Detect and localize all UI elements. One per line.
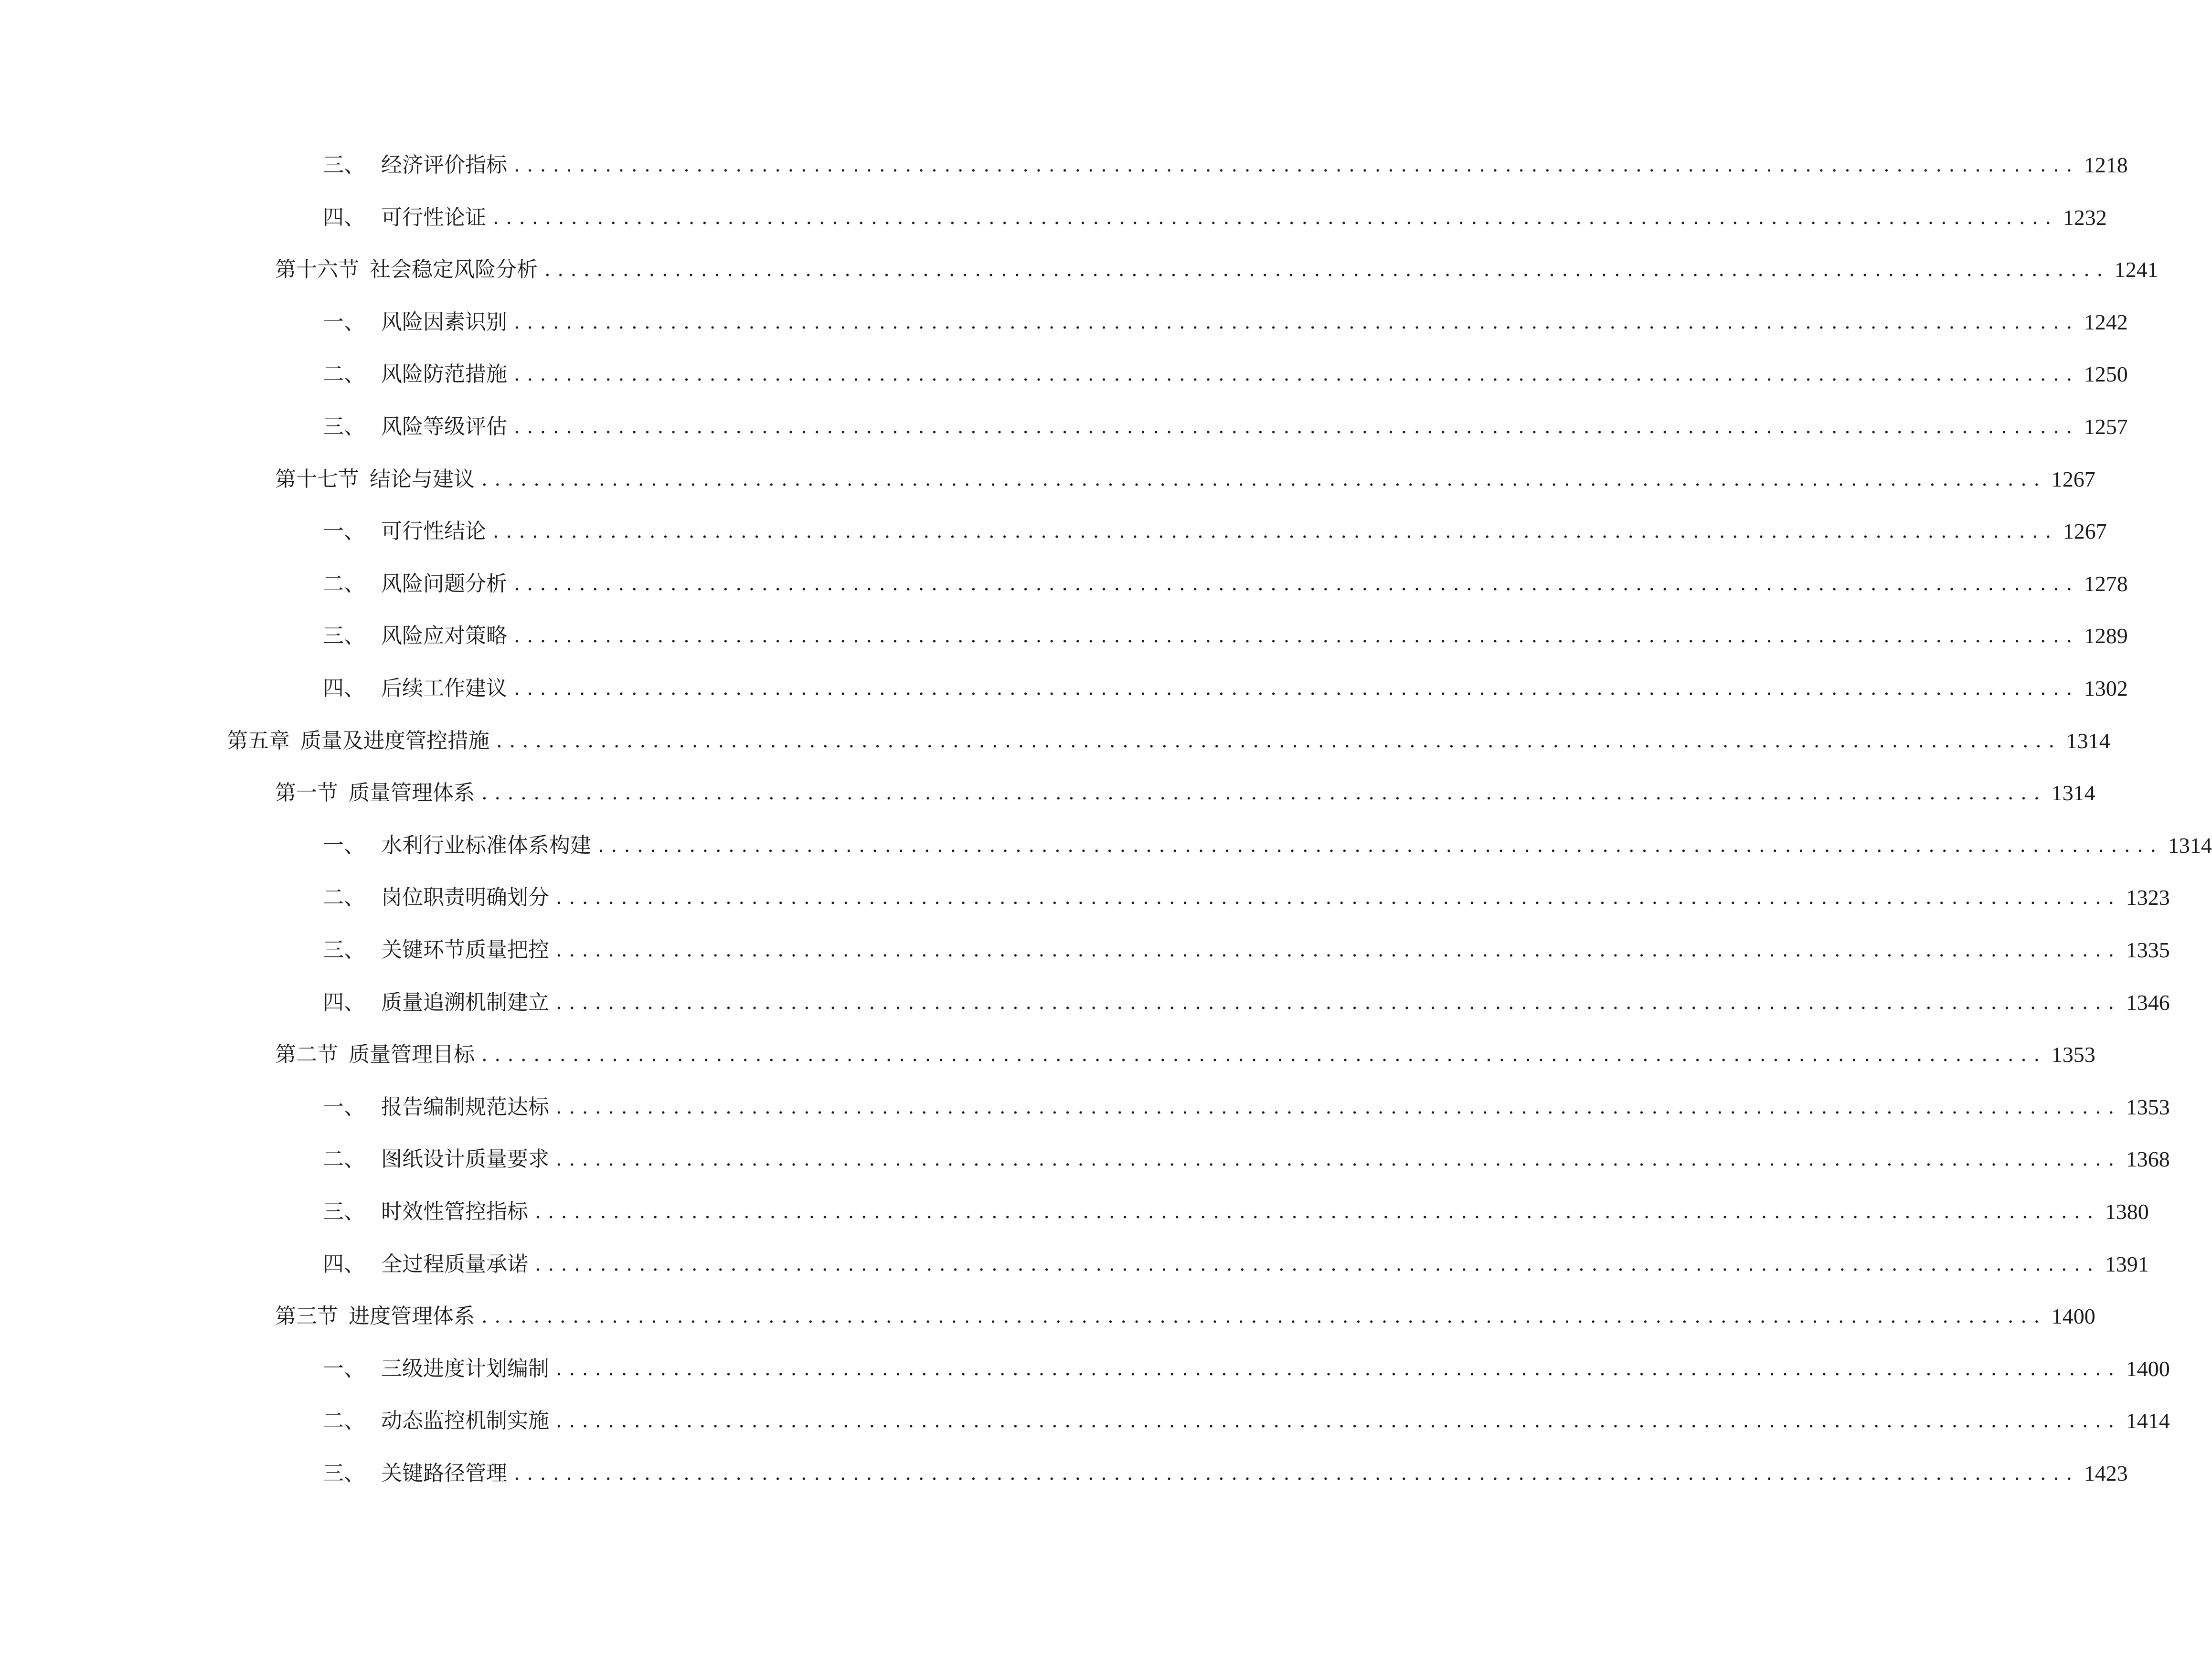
toc-entry-page-number: 1257 (2084, 414, 2128, 439)
toc-entry-page-number: 1232 (2063, 205, 2107, 230)
toc-entry-title: 三级进度计划编制 (381, 1356, 549, 1381)
toc-dot-leader: ........................................................................................................................ (514, 311, 2079, 333)
toc-entry-number: 第十六节 (275, 257, 359, 282)
toc-entry-page-number: 1368 (2126, 1147, 2170, 1172)
toc-dot-leader: ........................................................................................................................ (514, 625, 2079, 647)
toc-entry-page-number: 1289 (2084, 624, 2128, 648)
toc-entry-number: 第一节 (275, 781, 338, 806)
toc-entry[interactable] (323, 408, 2128, 446)
toc-entry-page-number: 1278 (2084, 571, 2128, 596)
toc-entry-title: 图纸设计质量要求 (381, 1147, 549, 1172)
toc-dot-leader: ........................................................................................................................ (514, 572, 2079, 595)
toc-entry-number: 二、 (323, 1147, 365, 1172)
toc-dot-leader: ........................................................................................................................ (544, 259, 2110, 281)
toc-entry-page-number: 1380 (2105, 1199, 2149, 1224)
toc-dot-leader: ........................................................................................................................ (514, 678, 2079, 700)
toc-dot-leader: ........................................................................................................................ (598, 834, 2163, 857)
toc-entry-page-number: 1314 (2051, 781, 2095, 806)
toc-entry-page-number: 1242 (2084, 309, 2128, 334)
toc-entry[interactable] (323, 827, 2212, 865)
toc-entry-page-number: 1335 (2126, 938, 2170, 962)
toc-entry[interactable] (323, 931, 2170, 969)
toc-dot-leader: ........................................................................................................................ (481, 1305, 2047, 1328)
toc-entry[interactable] (323, 1454, 2128, 1493)
toc-entry-page-number: 1267 (2063, 519, 2107, 544)
toc-entry-page-number: 1323 (2126, 885, 2170, 910)
toc-entry-title: 风险等级评估 (381, 414, 507, 439)
toc-entry-page-number: 1314 (2066, 728, 2110, 753)
toc-entry-title: 质量追溯机制建立 (381, 990, 549, 1015)
toc-entry-page-number: 1353 (2051, 1042, 2095, 1067)
toc-entry-page-number: 1414 (2126, 1409, 2170, 1433)
toc-dot-leader: ........................................................................................................................ (481, 782, 2047, 805)
toc-entry-number: 三、 (323, 414, 365, 439)
toc-entry-title: 经济评价指标 (381, 153, 507, 177)
toc-entry-number: 四、 (323, 676, 365, 700)
toc-entry[interactable] (323, 669, 2128, 708)
toc-entry[interactable] (323, 1193, 2149, 1231)
toc-dot-leader: ........................................................................................................................ (535, 1201, 2100, 1223)
toc-entry-number: 二、 (323, 885, 365, 910)
toc-entry-page-number: 1218 (2084, 153, 2128, 177)
toc-entry[interactable] (323, 565, 2128, 603)
toc-dot-leader: ........................................................................................................................ (496, 730, 2062, 752)
toc-entry-number: 第五章 (227, 728, 290, 753)
toc-entry-title: 风险问题分析 (381, 571, 507, 596)
toc-dot-leader: ........................................................................................................................ (556, 1357, 2121, 1380)
toc-entry-page-number: 1346 (2126, 990, 2170, 1015)
toc-entry[interactable] (323, 512, 2107, 551)
toc-entry-page-number: 1423 (2084, 1461, 2128, 1485)
toc-entry-title: 结论与建议 (370, 466, 475, 491)
toc-entry[interactable] (323, 984, 2170, 1022)
toc-entry-number: 四、 (323, 1251, 365, 1276)
toc-entry-title: 质量及进度管控措施 (300, 728, 489, 753)
toc-entry-number: 三、 (323, 624, 365, 648)
toc-entry-title: 进度管理体系 (349, 1304, 475, 1329)
toc-entry[interactable] (275, 460, 2095, 498)
toc-entry-page-number: 1353 (2126, 1094, 2170, 1119)
toc-dot-leader: ........................................................................................................................ (514, 154, 2079, 176)
toc-entry[interactable] (323, 617, 2128, 655)
toc-dot-leader: ........................................................................................................................ (481, 1044, 2047, 1066)
toc-entry-number: 一、 (323, 1356, 365, 1381)
toc-entry[interactable] (275, 774, 2095, 812)
toc-entry[interactable] (323, 879, 2170, 917)
toc-dot-leader: ........................................................................................................................ (514, 363, 2079, 386)
toc-entry[interactable] (323, 1402, 2170, 1440)
toc-entry-title: 后续工作建议 (381, 676, 507, 700)
toc-entry-page-number: 1250 (2084, 362, 2128, 387)
toc-entry-number: 三、 (323, 938, 365, 962)
toc-entry-number: 三、 (323, 1461, 365, 1485)
toc-entry[interactable] (323, 355, 2128, 393)
toc-entry-title: 社会稳定风险分析 (370, 257, 538, 282)
toc-dot-leader: ........................................................................................................................ (556, 1410, 2121, 1432)
toc-entry-page-number: 1314 (2168, 833, 2212, 858)
toc-entry-number: 一、 (323, 309, 365, 334)
toc-entry[interactable] (323, 1088, 2170, 1126)
toc-entry-number: 一、 (323, 1094, 365, 1119)
toc-entry[interactable] (275, 1036, 2095, 1074)
toc-entry-number: 二、 (323, 571, 365, 596)
toc-entry[interactable] (227, 722, 2110, 760)
toc-entry-title: 可行性结论 (381, 519, 486, 544)
toc-dot-leader: ........................................................................................................................ (556, 991, 2121, 1014)
toc-dot-leader: ........................................................................................................................ (481, 468, 2047, 490)
toc-dot-leader: ........................................................................................................................ (556, 1148, 2121, 1171)
toc-entry[interactable] (323, 303, 2128, 341)
toc-entry-number: 二、 (323, 362, 365, 387)
toc-entry-title: 时效性管控指标 (381, 1199, 528, 1224)
toc-entry-number: 一、 (323, 519, 365, 544)
toc-dot-leader: ........................................................................................................................ (514, 416, 2079, 438)
toc-entry-number: 四、 (323, 205, 365, 230)
toc-entry-page-number: 1391 (2105, 1251, 2149, 1276)
toc-dot-leader: ........................................................................................................................ (493, 206, 2058, 229)
toc-entry-page-number: 1400 (2126, 1356, 2170, 1381)
toc-entry[interactable] (323, 1245, 2149, 1283)
toc-entry-number: 第二节 (275, 1042, 338, 1067)
toc-entry-number: 一、 (323, 833, 365, 858)
toc-entry[interactable] (323, 199, 2107, 237)
toc-entry[interactable] (275, 251, 2159, 289)
toc-entry-title: 全过程质量承诺 (381, 1251, 528, 1276)
toc-entry-title: 关键环节质量把控 (381, 938, 549, 962)
toc-entry-title: 岗位职责明确划分 (381, 885, 549, 910)
toc-entry-title: 风险因素识别 (381, 309, 507, 334)
toc-dot-leader: ........................................................................................................................ (556, 887, 2121, 909)
toc-entry-number: 四、 (323, 990, 365, 1015)
toc-entry-title: 可行性论证 (381, 205, 486, 230)
toc-entry-page-number: 1400 (2051, 1304, 2095, 1329)
toc-entry-number: 第三节 (275, 1304, 338, 1329)
toc-entry-title: 风险应对策略 (381, 624, 507, 648)
toc-entry[interactable] (323, 1350, 2170, 1388)
toc-entry-title: 风险防范措施 (381, 362, 507, 387)
toc-entry-title: 动态监控机制实施 (381, 1409, 549, 1433)
toc-entry-page-number: 1267 (2051, 466, 2095, 491)
toc-entry-number: 二、 (323, 1409, 365, 1433)
toc-dot-leader: ........................................................................................................................ (493, 520, 2058, 543)
toc-dot-leader: ........................................................................................................................ (556, 939, 2121, 961)
toc-entry-title: 水利行业标准体系构建 (381, 833, 591, 858)
toc-entry-title: 质量管理体系 (349, 781, 475, 806)
toc-dot-leader: ........................................................................................................................ (556, 1096, 2121, 1118)
toc-entry-number: 三、 (323, 153, 365, 177)
toc-dot-leader: ........................................................................................................................ (535, 1253, 2100, 1275)
toc-entry-title: 报告编制规范达标 (381, 1094, 549, 1119)
toc-entry[interactable] (323, 146, 2128, 184)
toc-entry-title: 质量管理目标 (349, 1042, 475, 1067)
toc-entry-number: 第十七节 (275, 466, 359, 491)
toc-entry-page-number: 1302 (2084, 676, 2128, 700)
toc-entry-number: 三、 (323, 1199, 365, 1224)
toc-entry-title: 关键路径管理 (381, 1461, 507, 1485)
toc-entry[interactable] (275, 1297, 2095, 1336)
toc-entry[interactable] (323, 1140, 2170, 1178)
toc-dot-leader: ........................................................................................................................ (514, 1463, 2079, 1484)
toc-entry-page-number: 1241 (2114, 257, 2159, 282)
